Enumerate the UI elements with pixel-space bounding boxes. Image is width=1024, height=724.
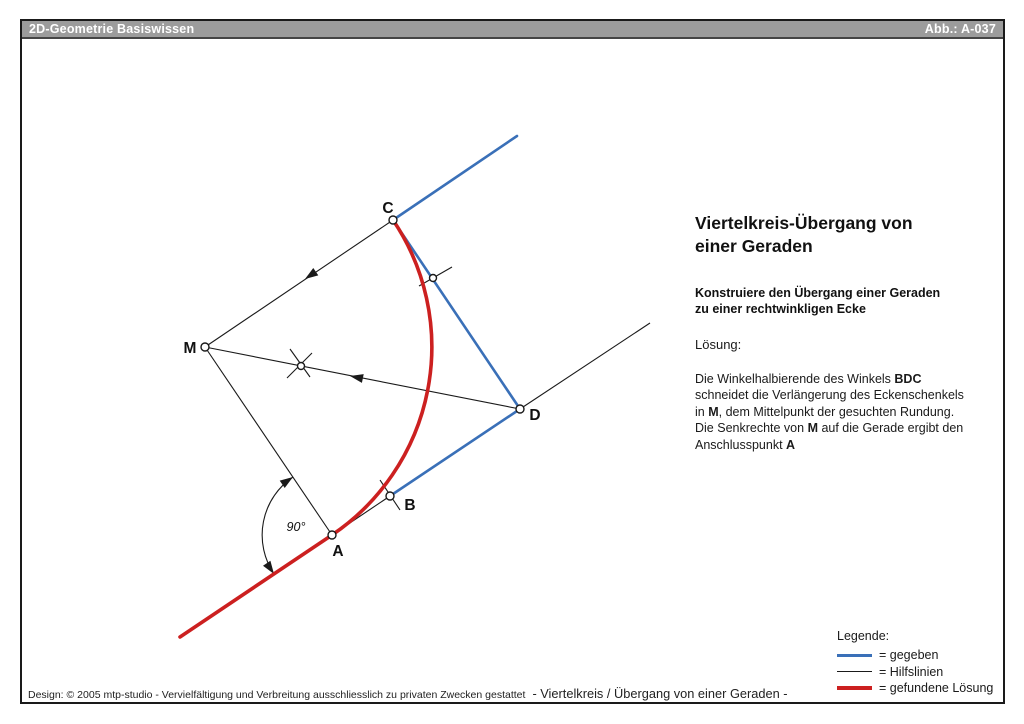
task-text	[695, 285, 940, 317]
footer-sheet-title: - Viertelkreis / Übergang von einer Geraden -	[532, 686, 788, 701]
given-corner-leg-DB	[390, 409, 520, 496]
task-line1: Konstruiere den Übergang einer Geraden	[695, 286, 941, 300]
label-M: M	[183, 340, 197, 357]
construction-point-marker	[298, 363, 305, 370]
red-line-swatch-icon	[837, 686, 872, 690]
label-B: B	[404, 497, 416, 514]
construction-point-marker	[430, 275, 437, 282]
label-A: A	[332, 543, 344, 560]
blue-line-swatch-icon	[837, 654, 872, 657]
point-C-marker	[389, 216, 397, 224]
arrow-toward-M-icon	[305, 268, 318, 279]
angle-arc-arrowhead-icon	[263, 561, 274, 574]
solution-heading: Lösung:	[695, 337, 742, 352]
point-A-marker	[328, 531, 336, 539]
page-title	[695, 212, 913, 258]
given-corner-leg-CD	[393, 220, 520, 409]
solution-line: schneidet die Verlängerung des Eckenschenkels	[695, 388, 964, 403]
solution-line: Die Winkelhalbierende des Winkels BDC	[695, 372, 922, 386]
legend-item-helper	[837, 664, 993, 681]
solution-line: Die Senkrechte von M auf die Gerade ergibt den	[695, 421, 964, 436]
legend-label: = gegeben	[879, 648, 939, 663]
point-D-marker	[516, 405, 524, 413]
angle-90-label: 90°	[286, 520, 306, 534]
label-C: C	[382, 200, 394, 217]
solution-line: Anschlusspunkt A	[695, 437, 796, 452]
point-M-marker	[201, 343, 209, 351]
legend-heading: Legende:	[837, 629, 890, 643]
helper-line-corner-leg-extension	[520, 323, 650, 409]
solution-curve	[180, 220, 432, 637]
legend-item-solution	[837, 680, 993, 697]
legend-label: = gefundene Lösung	[879, 681, 994, 696]
page-title-line2: einer Geraden	[695, 236, 813, 256]
task-line2: zu einer rechtwinkligen Ecke	[695, 302, 866, 316]
thin-line-swatch-icon	[837, 671, 872, 672]
helper-line-extension-of-gerade	[205, 220, 393, 347]
page-title-line1: Viertelkreis-Übergang von	[695, 213, 913, 233]
solution-tangent-line	[180, 535, 332, 637]
figure-reference: Abb.: A-037	[924, 22, 996, 36]
legend-item-given	[837, 647, 993, 664]
direction-arrows	[263, 268, 364, 574]
sheet-title: 2D-Geometrie Basiswissen	[29, 22, 195, 36]
footer-credit: Design: © 2005 mtp-studio - Vervielfältigung und Verbreitung ausschliesslich zu privaten Zwecken gestattet	[28, 689, 526, 701]
solution-line: in M, dem Mittelpunkt der gesuchten Rundung.	[695, 404, 955, 419]
legend	[837, 629, 993, 697]
point-B-marker	[386, 492, 394, 500]
footer	[28, 686, 788, 701]
helper-lines	[205, 220, 650, 535]
quarter-circle-arc	[332, 220, 432, 535]
legend-label: = Hilfslinien	[879, 664, 944, 679]
given-gerade	[393, 136, 517, 220]
label-D: D	[529, 407, 541, 424]
solution-paragraph	[695, 371, 964, 453]
